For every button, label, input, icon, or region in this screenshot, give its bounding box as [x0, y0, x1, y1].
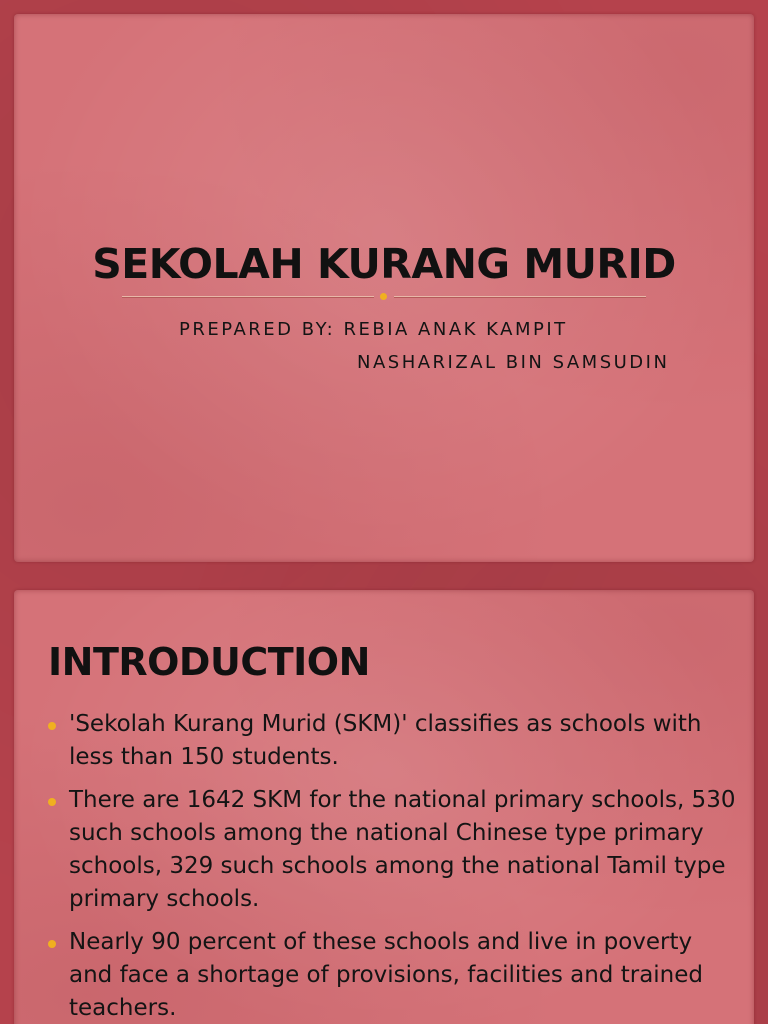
prepared-by-line-2: NASHARIZAL BIN SAMSUDIN: [357, 352, 670, 373]
list-item: [48, 784, 738, 916]
divider-line-left: [122, 296, 374, 298]
bullet-icon: [48, 722, 56, 730]
divider-dot-icon: [380, 293, 387, 300]
slide-title: SEKOLAH KURANG MURID: [92, 240, 676, 288]
list-item: [48, 708, 738, 774]
introduction-slide: [14, 590, 754, 1024]
bullet-text: 'Sekolah Kurang Murid (SKM)' classifies as schools with less than 150 students.: [69, 711, 702, 770]
title-slide: [14, 14, 754, 562]
bullet-list: [48, 708, 738, 1024]
introduction-heading: INTRODUCTION: [48, 640, 370, 684]
prepared-by-line-1: PREPARED BY: REBIA ANAK KAMPIT: [179, 319, 568, 340]
bullet-text: Nearly 90 percent of these schools and live in poverty and face a shortage of provisions, facilities and trained teachers.: [69, 929, 704, 1021]
bullet-icon: [48, 940, 56, 948]
divider-line-right: [394, 296, 646, 298]
title-divider: [122, 296, 646, 298]
list-item: [48, 926, 738, 1024]
bullet-icon: [48, 798, 56, 806]
bullet-text: There are 1642 SKM for the national primary schools, 530 such schools among the national Chinese type primary schools, 329 such schools among the national Tamil type primary schools.: [69, 787, 736, 912]
